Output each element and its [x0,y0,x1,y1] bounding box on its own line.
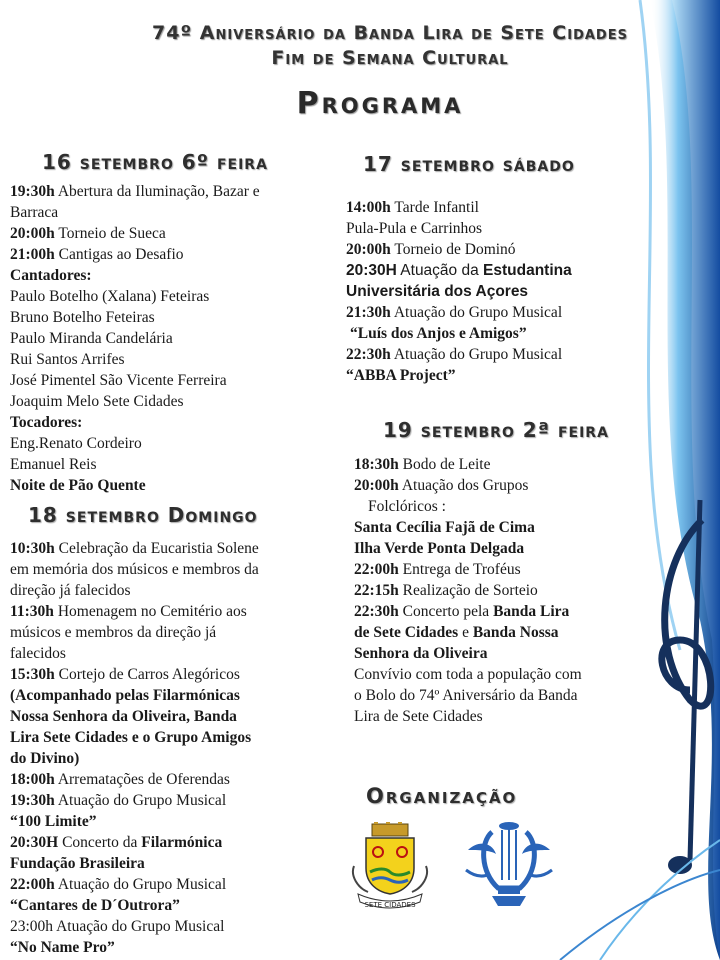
schedule-item: 19:30h Abertura da Iluminação, Bazar e [10,183,260,200]
event-title: 74º Aniversário da Banda Lira de Sete Cidades [152,22,628,44]
banda-lira-logo [462,820,556,912]
organizacao-heading: Organização [366,784,518,808]
schedule-item: 22:00h Atuação do Grupo Musical [10,876,227,893]
day17-schedule: 14:00h Tarde Infantil Pula-Pula e Carrinhos 20:00h Torneio de Dominó 20:30H Atuação da Estudantina Universitária dos Açores 21:30h Atuação do Grupo Musical “Luís dos Anjos e Amigos” 22:30h Atuação do Grupo Musical “ABBA Project” [346,199,572,384]
day17-heading: 17 setembro sábado [363,152,575,176]
schedule-item: 20:00h Torneio de Dominó [346,241,516,258]
event-subtitle: Fim de Semana Cultural [271,47,509,69]
schedule-item: 15:30h Cortejo de Carros Alegóricos [10,666,240,683]
list-item: Paulo Miranda Candelária [10,330,173,347]
schedule-item: 10:30h Celebração da Eucaristia Solene [10,540,259,557]
schedule-item: 22:00h Entrega de Troféus [354,561,521,578]
schedule-item: 20:00h Torneio de Sueca [10,225,166,242]
schedule-item: 21:30h Atuação do Grupo Musical [346,304,563,321]
day16-heading: 16 setembro 6º feira [42,150,268,174]
schedule-item: 11:30h Homenagem no Cemitério aos [10,603,247,620]
day19-heading: 19 setembro 2ª feira [383,418,609,442]
tocadores-label: Tocadores: [10,414,83,431]
schedule-item: 22:30h Concerto pela Banda Lira [354,603,570,620]
list-item: Bruno Botelho Feteiras [10,309,155,326]
day18-schedule: 10:30h Celebração da Eucaristia Solene em memória dos músicos e membros da direção já falecidos 11:30h Homenagem no Cemitério aos músicos e membros da direção já falecidos 15:30h Cortejo de Carros Alegóricos (Acompanhado pelas Filarmónicas Nossa Senhora da Oliveira, Banda Lira Sete Cidades e o Grupo Amigos do Divino) 18:00h Arrematações de Oferendas 19:30h Atuação do Grupo Musical “100 Limite” 20:30H Concerto da Filarmónica Fundação Brasileira 22:00h Atuação do Grupo Musical “Cantares de D´Outrora” 23:00h Atuação do Grupo Musical “No Name Pro” [10,540,259,956]
schedule-item: 22:30h Atuação do Grupo Musical [346,346,563,363]
schedule-item: 21:00h Cantigas ao Desafio [10,246,184,263]
schedule-item: 14:00h Tarde Infantil [346,199,479,216]
list-item: Eng.Renato Cordeiro [10,435,142,452]
schedule-item: 20:30H Atuação da Estudantina [346,262,572,279]
list-item: Joaquim Melo Sete Cidades [10,393,184,410]
schedule-item: 19:30h Atuação do Grupo Musical [10,792,227,809]
list-item: Paulo Botelho (Xalana) Feteiras [10,288,210,305]
day16-schedule [10,181,260,496]
schedule-item: Barraca [10,204,59,221]
list-item: José Pimentel São Vicente Ferreira [10,372,227,389]
schedule-item: 20:30H Concerto da Filarmónica [10,834,223,851]
list-item: Emanuel Reis [10,456,97,473]
closing-note: Noite de Pão Quente [10,477,146,494]
schedule-item: 23:00h Atuação do Grupo Musical [10,918,225,935]
day18-heading: 18 setembro Domingo [28,503,258,527]
crest-label: SETE CIDADES [364,901,416,909]
schedule-item: 18:30h Bodo de Leite [354,456,491,473]
sete-cidades-crest-logo [348,822,432,914]
schedule-item: 20:00h Atuação dos Grupos [354,477,529,494]
day19-schedule: 18:30h Bodo de Leite 20:00h Atuação dos Grupos Folclóricos : Santa Cecília Fajã de Cima Ilha Verde Ponta Delgada 22:00h Entrega de Troféus 22:15h Realização de Sorteio 22:30h Concerto pela Banda Lira de Sete Cidades e Banda Nossa Senhora da Oliveira Convívio com toda a população com o Bolo do 74º Aniversário da Banda Lira de Sete Cidades [354,456,582,725]
programa-title: Programa [296,86,464,121]
schedule-item: 18:00h Arrematações de Oferendas [10,771,230,788]
list-item: Rui Santos Arrifes [10,351,125,368]
schedule-item: 22:15h Realização de Sorteio [354,582,538,599]
cantadores-label: Cantadores: [10,267,92,284]
